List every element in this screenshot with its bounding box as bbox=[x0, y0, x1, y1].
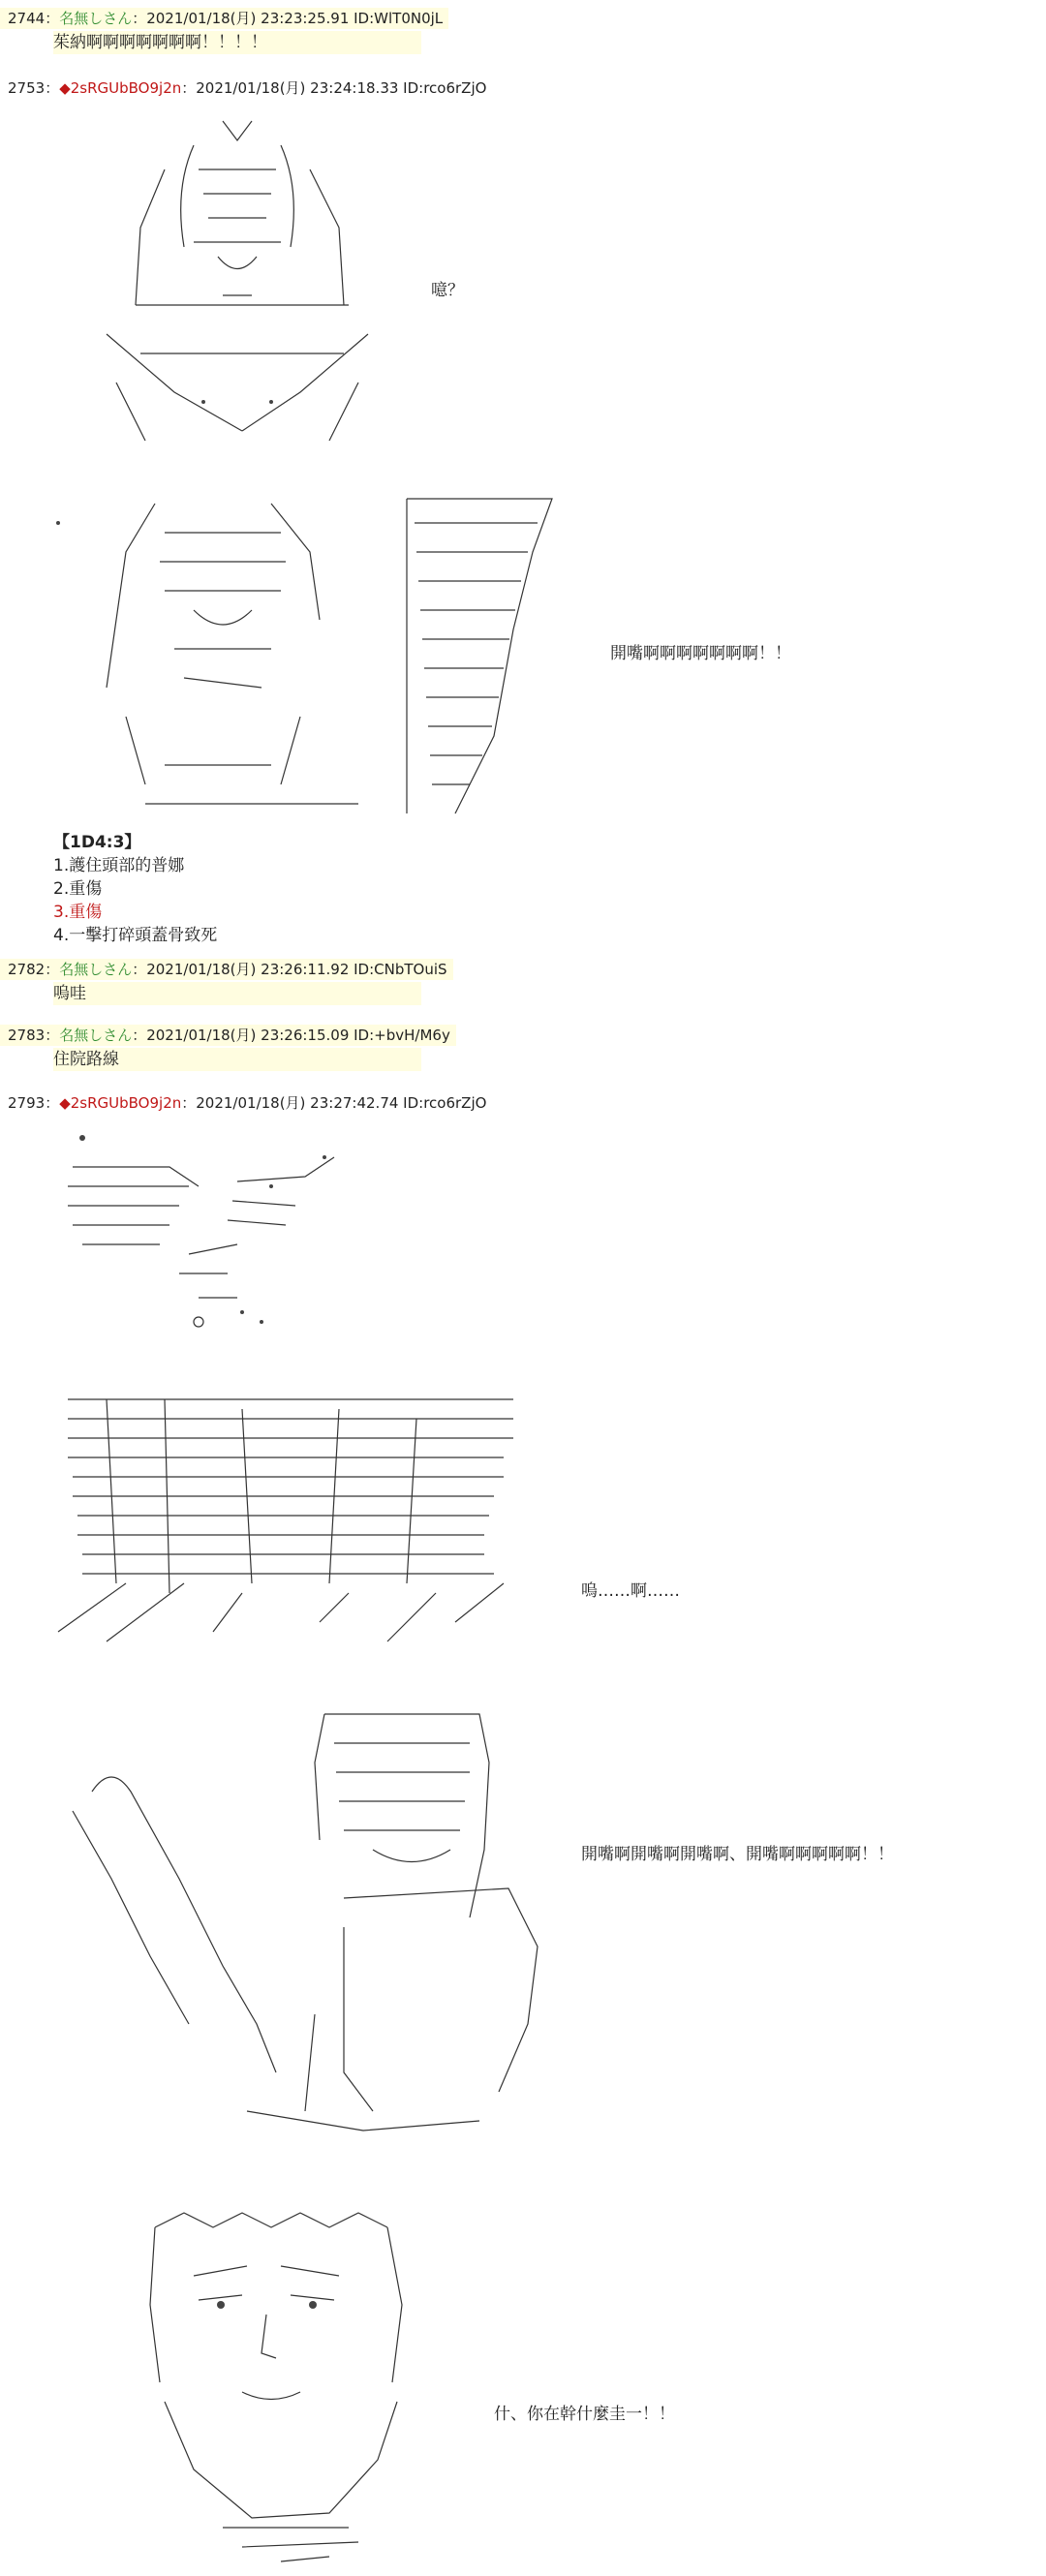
post-meta: ：2021/01/18(月) 23:24:18.33 ID:rco6rZjO bbox=[181, 79, 487, 97]
choice-2: 2.重傷 bbox=[53, 879, 103, 899]
choice-1: 1.護住頭部的普娜 bbox=[53, 856, 185, 875]
poster-name: 名無しさん bbox=[59, 10, 133, 27]
post-body-2744: 茱納啊啊啊啊啊啊啊！！！！ bbox=[53, 31, 421, 54]
post-number[interactable]: 2753 bbox=[8, 79, 46, 97]
choice-4: 4.一擊打碎頭蓋骨致死 bbox=[53, 926, 218, 945]
post-number[interactable]: 2783 bbox=[8, 1027, 46, 1044]
ascii-art-bat-swing bbox=[53, 1704, 547, 2160]
post-number[interactable]: 2793 bbox=[8, 1094, 46, 1112]
post-header-2744: 2744：名無しさん：2021/01/18(月) 23:23:25.91 ID:WlT0N0jL bbox=[0, 8, 448, 29]
post-meta: ：2021/01/18(月) 23:27:42.74 ID:rco6rZjO bbox=[181, 1094, 487, 1112]
post-body-2782: 嗚哇 bbox=[53, 982, 421, 1005]
ascii-art-character-2 bbox=[48, 494, 571, 823]
dice-result bbox=[53, 831, 217, 947]
dialog-line: 噫？ bbox=[431, 281, 464, 300]
dice-header: 【1D4:3】 bbox=[53, 833, 141, 852]
ascii-art-dense-scene bbox=[48, 1390, 533, 1651]
post-meta: ：2021/01/18(月) 23:23:25.91 ID:WlT0N0jL bbox=[132, 10, 444, 27]
poster-name: 名無しさん bbox=[59, 1027, 133, 1044]
dialog-line: 開嘴啊啊啊啊啊啊啊！！ bbox=[610, 644, 791, 663]
post-number[interactable]: 2744 bbox=[8, 10, 46, 27]
dialog-line: 什、你在幹什麼圭一！！ bbox=[494, 2405, 675, 2424]
ascii-art-face bbox=[136, 2208, 426, 2566]
dialog-line: 開嘴啊開嘴啊開嘴啊、開嘴啊啊啊啊啊！！ bbox=[581, 1845, 894, 1864]
poster-trip: ◆2sRGUbBO9j2n bbox=[59, 79, 182, 97]
post-header-2793: 2793：◆2sRGUbBO9j2n：2021/01/18(月) 23:27:42.74 ID:rco6rZjO bbox=[8, 1094, 487, 1112]
poster-name: 名無しさん bbox=[59, 961, 133, 978]
post-number[interactable]: 2782 bbox=[8, 961, 46, 978]
post-header-2782: 2782：名無しさん：2021/01/18(月) 23:26:11.92 ID:CNbTOuiS bbox=[0, 959, 453, 980]
ascii-art-effect bbox=[44, 1128, 363, 1341]
post-header-2753: 2753：◆2sRGUbBO9j2n：2021/01/18(月) 23:24:18.33 ID:rco6rZjO bbox=[8, 79, 487, 97]
post-body-2783: 住院路線 bbox=[53, 1048, 421, 1071]
post-meta: ：2021/01/18(月) 23:26:15.09 ID:+bvH/M6y bbox=[132, 1027, 450, 1044]
poster-trip: ◆2sRGUbBO9j2n bbox=[59, 1094, 182, 1112]
ascii-art-character-1 bbox=[48, 111, 397, 450]
post-header-2783: 2783：名無しさん：2021/01/18(月) 23:26:15.09 ID:+bvH/M6y bbox=[0, 1025, 456, 1046]
dialog-line: 嗚……啊…… bbox=[581, 1581, 680, 1601]
choice-3: 3.重傷 bbox=[53, 903, 103, 922]
post-meta: ：2021/01/18(月) 23:26:11.92 ID:CNbTOuiS bbox=[132, 961, 447, 978]
